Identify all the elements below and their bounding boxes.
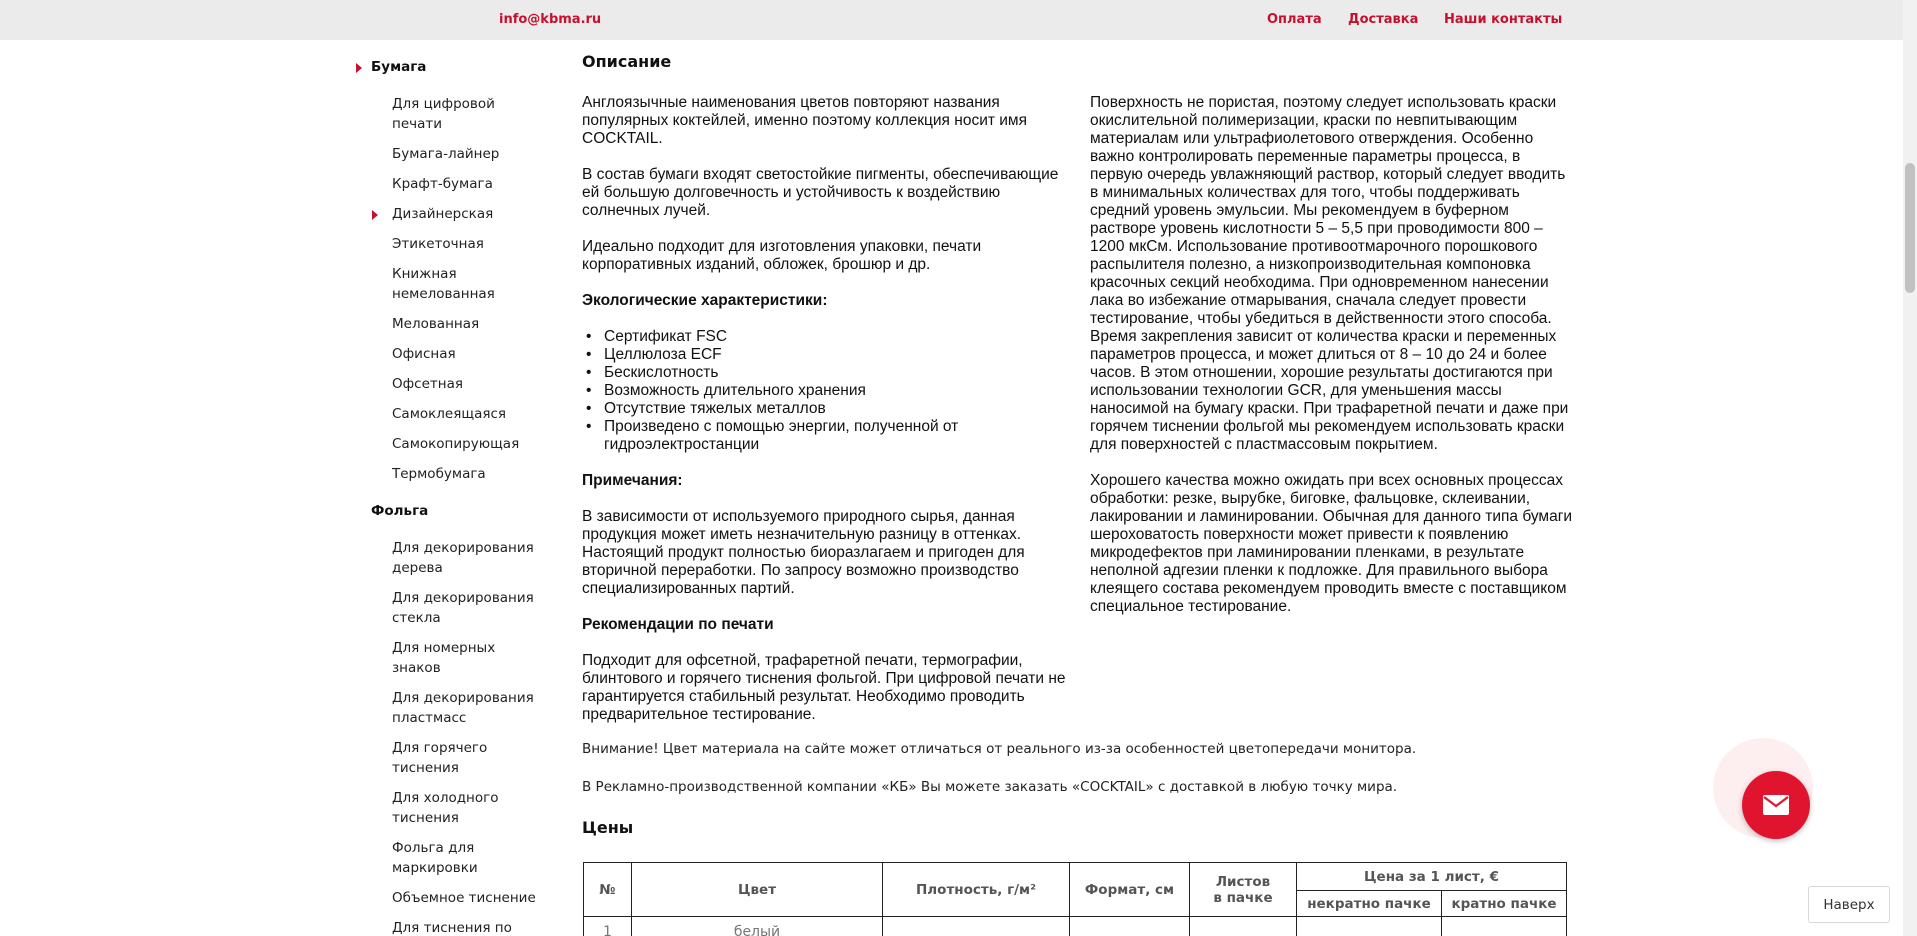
sidebar-item-coated[interactable]: Мелованная [392, 316, 480, 332]
triangle-right-icon [372, 210, 378, 220]
sidebar-item-foil-embossing[interactable]: Для тиснения по [392, 920, 512, 936]
description-paragraph: Поверхность не пористая, поэтому следует использовать краски окислительной полимеризации, краски по невпитывающим материалам или ультрафиолетового отверждения. Особенно важно контролировать переменные параметры процесса, в первую очередь увлажняющий раствор, который следует вводить в минимальных количествах для того, чтобы поддерживать средний уровень эмульсии. Мы рекомендуем в буферном растворе уровень кислотности 5 – 5,5 при проводимости 800 – 1200 мкСм. Использование противоотмарочного порошкового распылителя полезно, а низкопроизводительная компоновка красочных секций необходима. При одновременном нанесении лака во избежание отмарывания, сначала следует провести тестирование, чтобы убедиться в действенности этого способа. Время закрепления зависит от количества краски и переменных параметров процесса, и может длиться от 8 – 10 до 24 и более часов. В этом отношении, хорошие результаты достигаются при использовании технологии GCR, для уменьшения массы наносимой на бумагу краски. При трафаретной печати и даже при горячем тиснении фольгой мы рекомендуем использовать краски для поверхностей с пластмассовым покрытием. [1090, 94, 1569, 453]
table-row [584, 917, 1567, 936]
column-header-num: № [584, 863, 632, 917]
nav-link-contacts[interactable]: Наши контакты [1444, 12, 1563, 27]
top-bar [0, 0, 1917, 40]
description-left-column [582, 94, 1067, 742]
column-header-sheets: Листов в пачке [1190, 863, 1297, 917]
table-cell [1442, 917, 1567, 936]
list-item: • Сертификат FSC [582, 328, 1067, 346]
sidebar-item-foil-wood[interactable]: Для декорирования дерева [392, 540, 534, 576]
sidebar-item-foil-volume[interactable]: Объемное тиснение [392, 890, 536, 906]
sidebar-item-kraft[interactable]: Крафт-бумага [392, 176, 493, 192]
sidebar-category-paper[interactable]: Бумага [371, 59, 427, 75]
eco-title: Экологические характеристики: [582, 292, 828, 309]
list-item: • Бескислотность [582, 364, 1067, 382]
sidebar-item-liner[interactable]: Бумага-лайнер [392, 146, 500, 162]
column-header-price-pack: кратно пачке [1442, 891, 1567, 917]
list-item: • Отсутствие тяжелых металлов [582, 400, 1067, 418]
sidebar-item-book[interactable]: Книжная немелованная [392, 266, 495, 302]
column-header-price-single: некратно пачке [1297, 891, 1442, 917]
nav-link-payment[interactable]: Оплата [1267, 12, 1322, 27]
column-header-density: Плотность, г/м² [883, 863, 1070, 917]
print-recommendations-text: Подходит для офсетной, трафаретной печати, термографии, блинтового и горячего тиснения фольгой. При цифровой печати не гарантируется стабильный результат. Необходимо проводить предварительное тестирование. [582, 652, 1066, 723]
column-header-color: Цвет [632, 863, 883, 917]
description-paragraph: В состав бумаги входят светостойкие пигменты, обеспечивающие ей большую долговечность и устойчивость к воздействию солнечных лучей. [582, 166, 1059, 219]
list-item: • Произведено с помощью энергии, полученной от гидроэлектростанции [582, 418, 1067, 454]
description-paragraph: Идеально подходит для изготовления упаковки, печати корпоративных изданий, обложек, брошюр и др. [582, 238, 982, 273]
column-header-price-group: Цена за 1 лист, € [1297, 863, 1567, 891]
description-right-column [1090, 94, 1575, 634]
nav-link-delivery[interactable]: Доставка [1348, 12, 1419, 27]
list-item: • Возможность длительного хранения [582, 382, 1067, 400]
table-cell: белый [632, 917, 883, 936]
scrollbar-thumb[interactable] [1905, 163, 1915, 293]
table-cell [1190, 917, 1297, 936]
sidebar-item-carbonless[interactable]: Самокопирующая [392, 436, 520, 452]
sidebar-item-offset[interactable]: Офсетная [392, 376, 463, 392]
sidebar-item-designer[interactable]: Дизайнерская [392, 206, 494, 222]
sidebar-item-label[interactable]: Этикеточная [392, 236, 484, 252]
table-cell [1070, 917, 1190, 936]
sidebar-item-foil-plastic[interactable]: Для декорирования пластмасс [392, 690, 534, 726]
color-warning-note: Внимание! Цвет материала на сайте может отличаться от реального из-за особенностей цветопередачи монитора. [582, 741, 1417, 757]
description-paragraph: Хорошего качества можно ожидать при всех основных процессах обработки: резке, вырубке, биговке, фальцовке, склеивании, лакировании и ламинировании. Обычная для данного типа бумаги шероховатость поверхности может привести к появлению микродефектов при ламинировании пленками, в результате неполной адгезии пленки к подложке. Для правильного выбора клеящего состава рекомендуем проводить вместе с поставщиком специальное тестирование. [1090, 472, 1573, 615]
back-to-top-button[interactable]: Наверх [1808, 886, 1890, 923]
table-cell: 1 [584, 917, 632, 936]
table-cell [883, 917, 1070, 936]
description-title: Описание [582, 52, 672, 71]
sidebar-item-digital[interactable]: Для цифровой печати [392, 96, 495, 132]
notes-text: В зависимости от используемого природного сырья, данная продукция может иметь незначительную разницу в оттенках. Настоящий продукт полностью биоразлагаем и пригоден для вторичной переработки. По запросу возможно производство специализированных партий. [582, 508, 1025, 597]
triangle-right-icon [356, 63, 362, 73]
column-header-format: Формат, см [1070, 863, 1190, 917]
sidebar-item-foil-cold[interactable]: Для холодного тиснения [392, 790, 499, 826]
sidebar-item-office[interactable]: Офисная [392, 346, 456, 362]
prices-table [583, 862, 1567, 936]
prices-title: Цены [582, 818, 634, 837]
sidebar-item-selfadhesive[interactable]: Самоклеящаяся [392, 406, 507, 422]
description-paragraph: Англоязычные наименования цветов повторяют названия популярных коктейлей, именно поэтому коллекция носит имя COCKTAIL. [582, 94, 1027, 147]
sidebar-item-foil-hot[interactable]: Для горячего тиснения [392, 740, 488, 776]
print-recommendations-title: Рекомендации по печати [582, 616, 774, 633]
email-link[interactable]: info@kbma.ru [499, 12, 602, 27]
order-note: В Рекламно-производственной компании «КБ» Вы можете заказать «COCKTAIL» с доставкой в любую точку мира. [582, 779, 1398, 795]
notes-title: Примечания: [582, 472, 683, 489]
sidebar-item-foil-plates[interactable]: Для номерных знаков [392, 640, 496, 676]
envelope-icon [1762, 793, 1790, 817]
contact-button[interactable] [1742, 771, 1810, 839]
table-cell [1297, 917, 1442, 936]
eco-list [582, 328, 1067, 454]
scrollbar[interactable] [1903, 0, 1917, 936]
list-item: • Целлюлоза ECF [582, 346, 1067, 364]
sidebar-item-foil-glass[interactable]: Для декорирования стекла [392, 590, 534, 626]
sidebar-item-thermal[interactable]: Термобумага [392, 466, 486, 482]
sidebar-item-foil-marking[interactable]: Фольга для маркировки [392, 840, 478, 876]
sidebar-category-foil[interactable]: Фольга [371, 503, 429, 519]
